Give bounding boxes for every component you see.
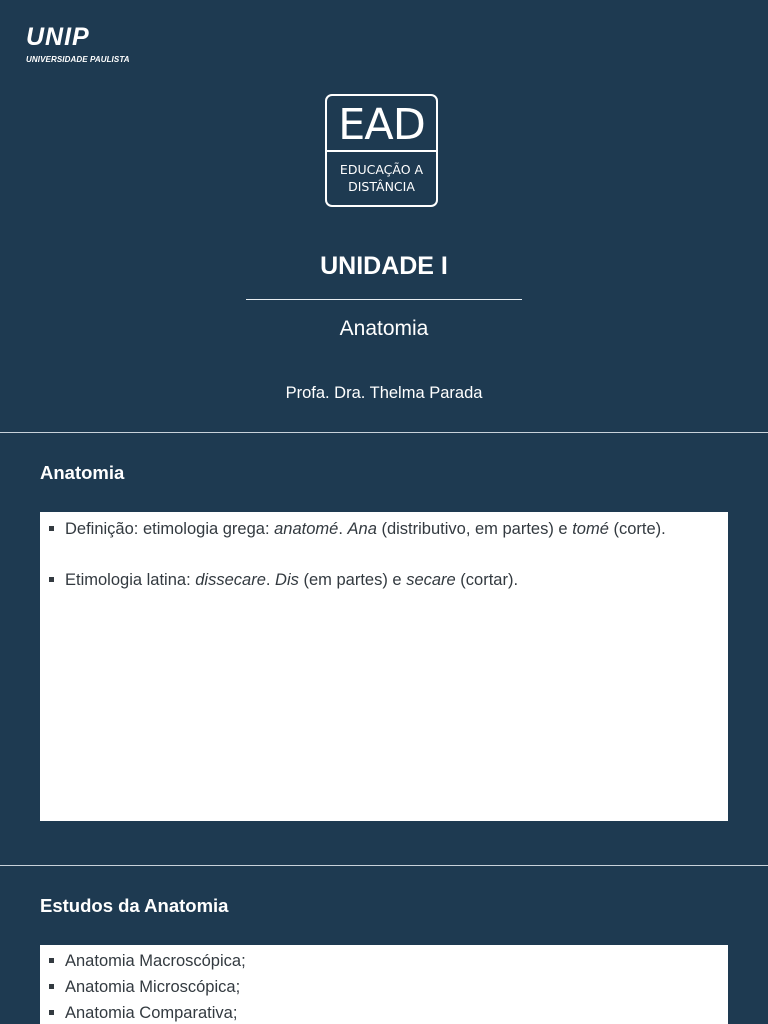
bullet-item xyxy=(40,1003,728,1023)
bullet-list xyxy=(40,951,728,1023)
bullet-icon xyxy=(49,958,54,963)
title-divider xyxy=(246,299,522,300)
slide-heading: Anatomia xyxy=(40,462,125,483)
bullet-text: Anatomia Comparativa; xyxy=(65,1004,238,1022)
bullet-icon xyxy=(49,984,54,989)
bullet-text: Anatomia Macroscópica; xyxy=(65,952,246,970)
bullet-text: Definição: etimologia grega: xyxy=(65,520,275,538)
bullet-text: (corte). xyxy=(608,520,666,538)
bullet-text: . xyxy=(265,571,276,589)
ead-logo xyxy=(325,94,438,207)
bullet-item xyxy=(40,977,728,997)
bullet-text: (distributivo, em partes) e xyxy=(376,520,573,538)
bullet-item xyxy=(40,519,728,539)
slide-heading: Estudos da Anatomia xyxy=(40,895,229,916)
bullet-text: (cortar). xyxy=(455,571,519,589)
brand-subtitle: UNIVERSIDADE PAULISTA xyxy=(26,55,130,64)
ead-logo-line1: EDUCAÇÃO A xyxy=(339,162,424,177)
brand-name: UNIP xyxy=(26,23,90,51)
bullet-text: (em partes) e xyxy=(298,571,407,589)
unip-logo xyxy=(26,24,130,64)
ead-logo-line2: DISTÂNCIA xyxy=(348,179,415,194)
professor-name: Profa. Dra. Thelma Parada xyxy=(285,384,483,402)
latin-prefix: Dis xyxy=(275,571,299,589)
bullet-icon xyxy=(49,577,54,582)
slide-separator xyxy=(0,865,768,866)
greek-term: anatomé xyxy=(274,520,339,538)
slide-separator xyxy=(0,432,768,433)
bullet-list xyxy=(40,519,728,590)
greek-prefix: Ana xyxy=(347,520,377,538)
bullet-text: . xyxy=(338,520,348,538)
ead-logo-text: EAD xyxy=(338,100,425,150)
bullet-text: Etimologia latina: xyxy=(65,571,196,589)
ead-logo-divider xyxy=(327,150,436,152)
slide-content-box xyxy=(40,945,728,1024)
subject-title: Anatomia xyxy=(339,317,429,340)
greek-root: tomé xyxy=(572,520,609,538)
bullet-item xyxy=(40,570,728,590)
ead-logo-subtitle xyxy=(327,161,436,195)
latin-term: dissecare xyxy=(195,571,266,589)
bullet-item xyxy=(40,951,728,971)
bullet-icon xyxy=(49,1010,54,1015)
latin-root: secare xyxy=(406,571,456,589)
bullet-text: Anatomia Microscópica; xyxy=(65,978,241,996)
title-slide xyxy=(0,0,768,432)
bullet-icon xyxy=(49,526,54,531)
unit-title: UNIDADE I xyxy=(320,252,448,280)
slide-content-box xyxy=(40,512,728,821)
